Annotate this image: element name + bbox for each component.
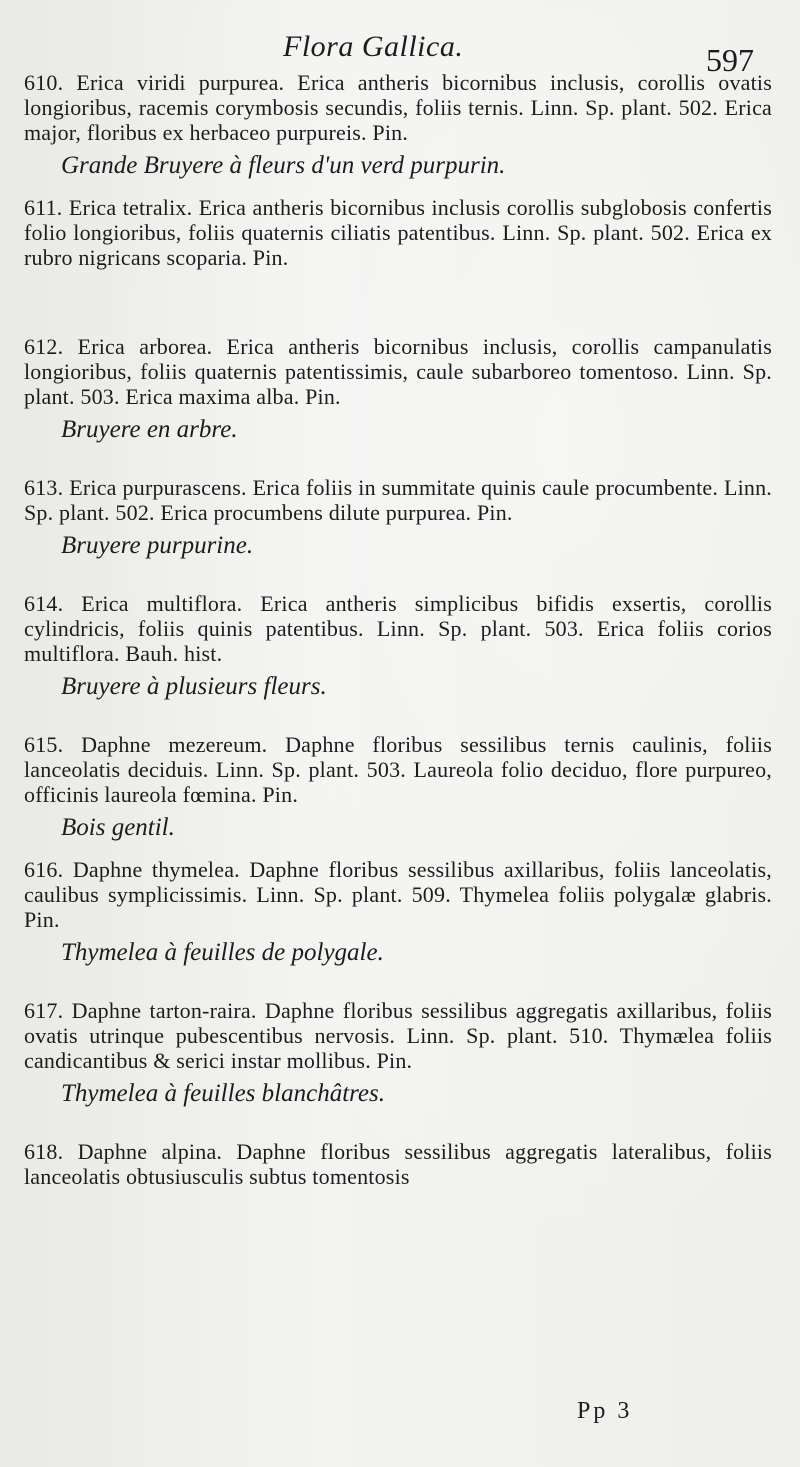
entry-614 [24, 591, 772, 702]
entry-615 [24, 732, 772, 843]
entry-618 [24, 1139, 772, 1189]
printer-signature: Pp 3 [577, 1398, 633, 1424]
entry-617 [24, 998, 772, 1109]
entry-latin: 616. Daphne thymelea. Daphne floribus sessilibus axillaribus, foliis lanceolatis, caulibus symplicissimis. Linn. Sp. plant. 509. Thymelea foliis polygalæ glabris. Pin. [24, 857, 772, 932]
entry-french-name: Grande Bruyere à fleurs d'un verd purpurin. [61, 152, 506, 179]
page-number: 597 [706, 42, 754, 78]
entry-616 [24, 857, 772, 968]
entry-number: 618. [24, 1139, 64, 1164]
entry-610 [24, 70, 772, 181]
entry-611 [24, 195, 772, 270]
entry-latin: 612. Erica arborea. Erica antheris bicornibus inclusis, corollis campanulatis longioribus, foliis quaternis patentissimis, caule subarboreo tomentoso. Linn. Sp. plant. 503. Erica maxima alba. Pin. [24, 334, 772, 409]
entry-french-name: Bruyere à plusieurs fleurs. [61, 673, 327, 700]
entry-latin: 617. Daphne tarton-raira. Daphne floribus sessilibus aggregatis axillaribus, foliis ovatis utrinque pubescentibus nervosis. Linn. Sp. plant. 510. Thymælea foliis candicantibus & serici instar mollibus. Pin. [24, 998, 773, 1073]
entry-french-name: Bruyere en arbre. [61, 416, 238, 443]
entry-number: 612. [24, 334, 64, 359]
entry-french-name: Thymelea à feuilles de polygale. [61, 939, 384, 966]
entry-french-name: Bois gentil. [61, 814, 175, 841]
entry-latin: 618. Daphne alpina. Daphne floribus sessilibus aggregatis lateralibus, foliis lanceolatis obtusiusculis subtus tomentosis [24, 1139, 772, 1189]
entry-number: 614. [24, 591, 64, 616]
entry-number: 617. [24, 998, 64, 1023]
entry-french-name: Thymelea à feuilles blanchâtres. [61, 1080, 386, 1107]
entry-number: 610. [24, 70, 64, 95]
entry-latin: 613. Erica purpurascens. Erica foliis in summitate quinis caule procumbente. Linn. Sp. plant. 502. Erica procumbens dilute purpurea. Pin. [24, 475, 773, 525]
running-title: Flora Gallica. [283, 30, 464, 63]
entries-list [24, 70, 772, 1189]
entry-latin: 610. Erica viridi purpurea. Erica antheris bicornibus inclusis, corollis ovatis longioribus, racemis corymbosis secundis, foliis ternis. Linn. Sp. plant. 502. Erica major, floribus ex herbaceo purpureis. Pin. [24, 70, 772, 145]
entry-number: 616. [24, 857, 64, 882]
entry-latin: 615. Daphne mezereum. Daphne floribus sessilibus ternis caulinis, foliis lanceolatis deciduis. Linn. Sp. plant. 503. Laureola folio deciduo, flore purpureo, officinis laureola fœmina. Pin. [24, 732, 772, 807]
entry-number: 615. [24, 732, 64, 757]
entry-number: 611. [24, 195, 63, 220]
entry-number: 613. [24, 475, 64, 500]
entry-latin: 611. Erica tetralix. Erica antheris bicornibus inclusis corollis subglobosis confertis folio longioribus, foliis quaternis ciliatis patentibus. Linn. Sp. plant. 502. Erica ex rubro nigricans scoparia. Pin. [24, 195, 772, 270]
entry-612 [24, 334, 772, 445]
entry-613 [24, 475, 772, 561]
entry-french-name: Bruyere purpurine. [61, 532, 254, 559]
entry-latin: 614. Erica multiflora. Erica antheris simplicibus bifidis exsertis, corollis cylindricis, foliis quinis patentibus. Linn. Sp. plant. 503. Erica foliis corios multiflora. Bauh. hist. [24, 591, 773, 666]
